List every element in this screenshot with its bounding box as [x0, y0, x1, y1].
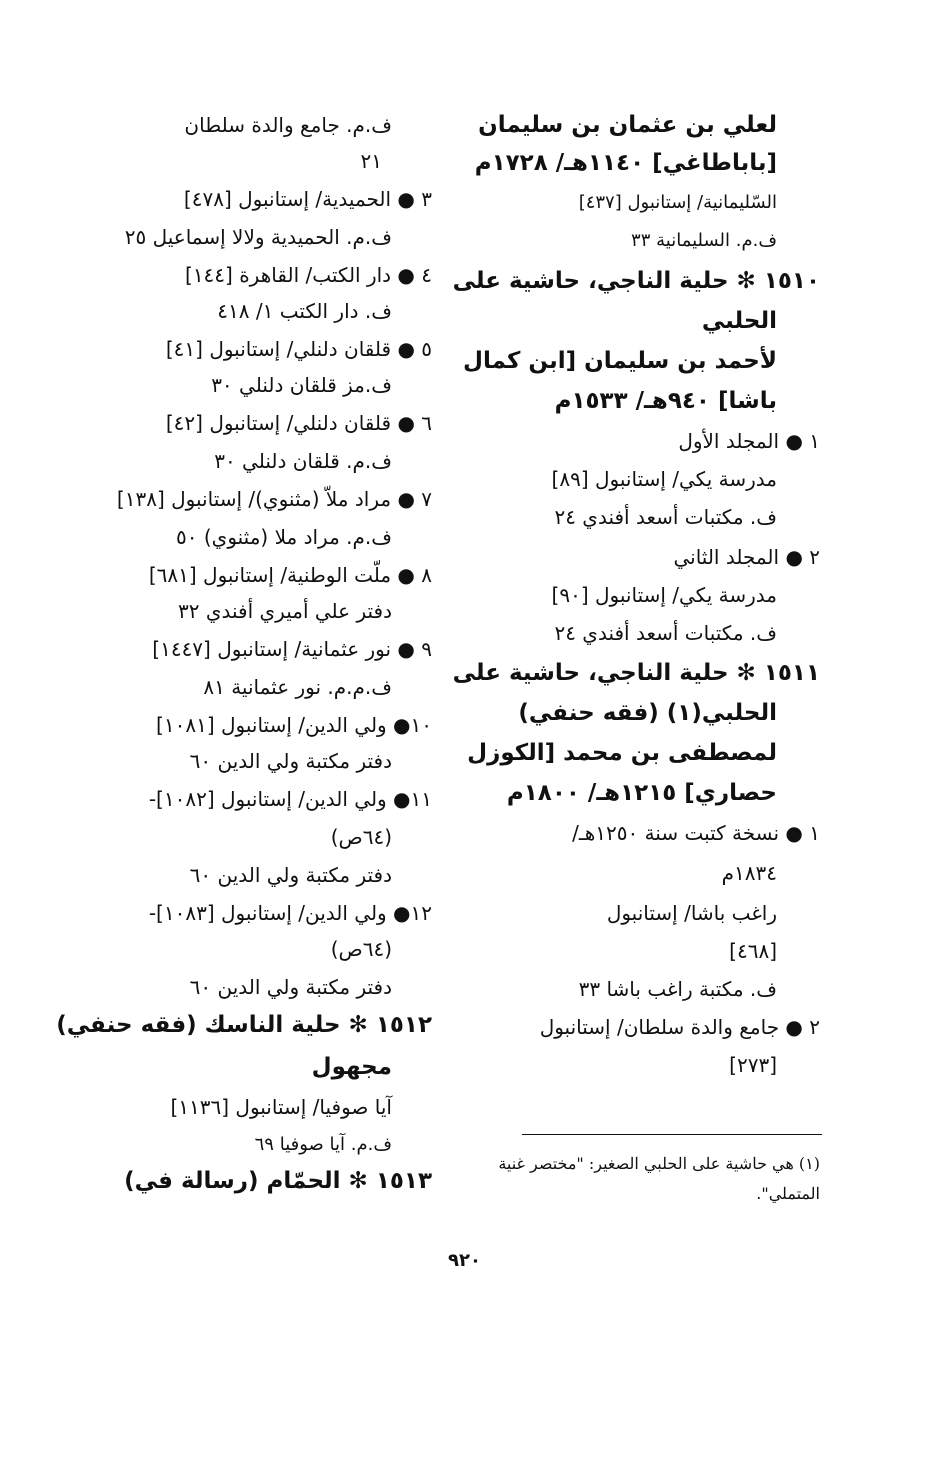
- entry-line: لعلي بن عثمان بن سليمان: [478, 112, 777, 138]
- entry-line: ٢ ● المجلد الثاني: [673, 545, 820, 569]
- entry-line: ٤ ● دار الكتب/ القاهرة [١٤٤]: [185, 263, 432, 287]
- entry-line: مدرسة يكي/ إستانبول [٨٩]: [551, 467, 777, 491]
- entry-line: لمصطفى بن محمد [الكوزل: [467, 740, 777, 766]
- entry-line: مدرسة يكي/ إستانبول [٩٠]: [551, 583, 777, 607]
- entry-line: دفتر مكتبة ولي الدين ٦٠: [189, 749, 392, 773]
- entry-line: دفتر علي أميري أفندي ٣٢: [178, 599, 392, 623]
- entry-line: [٤٦٨]: [729, 939, 777, 963]
- entry-line: ١٨٣٤م: [721, 861, 777, 885]
- entry-line: ف.م. السليمانية ٣٣: [631, 230, 777, 251]
- entry-line: ٧ ● مراد ملاّ (مثنوي)/ إستانبول [١٣٨]: [116, 487, 432, 511]
- entry-line: دفتر مكتبة ولي الدين ٦٠: [189, 975, 392, 999]
- footnote-text: (١) هي حاشية على الحلبي الصغير: "مختصر غنية: [498, 1154, 820, 1173]
- entry-line: باشا] ٩٤٠هـ/ ١٥٣٣م: [554, 388, 777, 414]
- entry-line: ف. مكتبة راغب باشا ٣٣: [578, 977, 777, 1001]
- entry-line: راغب باشا/ إستانبول: [606, 901, 777, 925]
- entry-line: ٦ ● قلقان دلنلي/ إستانبول [٤٢]: [165, 411, 432, 435]
- entry-line: ١١● ولي الدين/ إستانبول [١٠٨٢]-: [148, 787, 432, 811]
- entry-line: ١ ● نسخة كتبت سنة ١٢٥٠هـ/: [572, 821, 820, 845]
- entry-line: (٦٤ص): [330, 825, 392, 849]
- entry-line: الحلبي(١) (فقه حنفي): [518, 700, 777, 726]
- entry-line: ف.م. قلقان دلنلي ٣٠: [214, 449, 392, 473]
- entry-line: ١٢● ولي الدين/ إستانبول [١٠٨٣]-: [148, 901, 432, 925]
- entry-line: ف.م.م. نور عثمانية ٨١: [203, 675, 392, 699]
- entry-line: دفتر مكتبة ولي الدين ٦٠: [189, 863, 392, 887]
- entry-line: حصاري] ١٢١٥هـ/ ١٨٠٠م: [506, 780, 777, 806]
- entry-line: ١٠● ولي الدين/ إستانبول [١٠٨١]: [156, 713, 432, 737]
- entry-line: السّليمانية/ إستانبول [٤٣٧]: [578, 192, 777, 213]
- entry-heading: ١٥١٣ ✻ الحمّام (رسالة في): [124, 1168, 432, 1194]
- entry-line: ف. دار الكتب ١/ ٤١٨: [217, 299, 392, 323]
- entry-line: الحلبي: [701, 308, 777, 334]
- entry-line: [٢٧٣]: [729, 1053, 777, 1077]
- entry-line: ٣ ● الحميدية/ إستانبول [٤٧٨]: [183, 187, 432, 211]
- entry-line: ٢ ● جامع والدة سلطان/ إستانبول: [539, 1015, 820, 1039]
- entry-heading: ١٥١٢ ✻ حلية الناسك (فقه حنفي): [56, 1012, 432, 1038]
- entry-line: آيا صوفيا/ إستانبول [١١٣٦]: [170, 1095, 392, 1119]
- entry-line: ف. مكتبات أسعد أفندي ٢٤: [554, 621, 777, 645]
- entry-line: (٦٤ص): [330, 937, 392, 961]
- page-number: ٩٢٠: [448, 1250, 481, 1271]
- entry-heading: ١٥١٠ ✻ حلية الناجي، حاشية على: [452, 268, 820, 294]
- footnote-text: المتملي".: [756, 1184, 820, 1203]
- entry-line: ٩ ● نور عثمانية/ إستانبول [١٤٤٧]: [152, 637, 432, 661]
- entry-line: ١ ● المجلد الأول: [678, 429, 820, 453]
- entry-line: [باباطاغي] ١١٤٠هـ/ ١٧٢٨م: [474, 150, 777, 176]
- entry-line: ف. مكتبات أسعد أفندي ٢٤: [554, 505, 777, 529]
- entry-line: ٢١: [360, 149, 382, 173]
- entry-line: ٥ ● قلقان دلنلي/ إستانبول [٤١]: [165, 337, 432, 361]
- entry-line: لأحمد بن سليمان [ابن كمال: [463, 348, 777, 374]
- entry-line: مجهول: [311, 1054, 392, 1080]
- entry-line: ف.م. الحميدية ولالا إسماعيل ٢٥: [124, 225, 392, 249]
- entry-line: ف.م. آيا صوفيا ٦٩: [254, 1134, 392, 1155]
- entry-line: ٨ ● ملّت الوطنية/ إستانبول [٦٨١]: [148, 563, 432, 587]
- entry-line: ف.م. مراد ملا (مثنوي) ٥٠: [176, 525, 392, 549]
- entry-line: ف.مز قلقان دلنلي ٣٠: [211, 373, 392, 397]
- footnote-rule: [522, 1134, 822, 1135]
- entry-line: ف.م. جامع والدة سلطان: [184, 113, 392, 137]
- entry-heading: ١٥١١ ✻ حلية الناجي، حاشية على: [452, 660, 820, 686]
